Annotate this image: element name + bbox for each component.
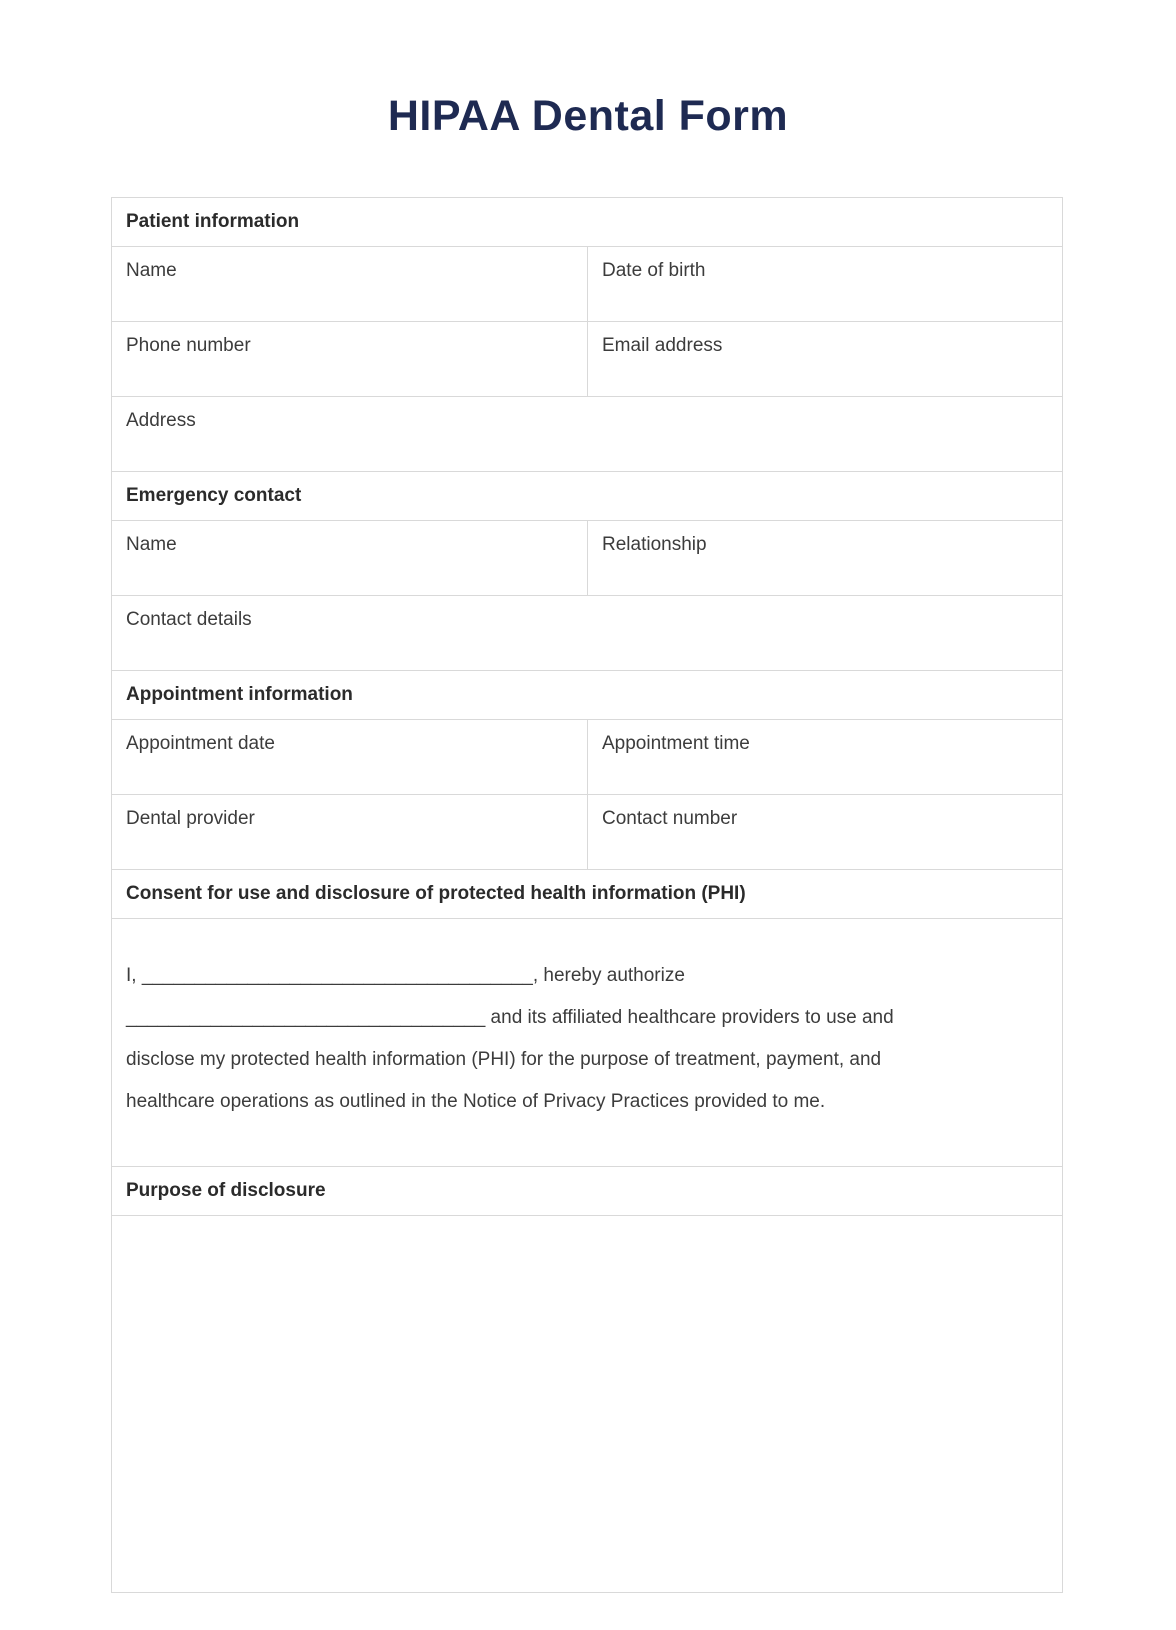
- row-phone-email: [112, 322, 1062, 397]
- field-cell-name[interactable]: [112, 247, 587, 321]
- consent-line2-suffix: and its affiliated healthcare providers to use and: [485, 1007, 894, 1028]
- field-label-date-of-birth: Date of birth: [602, 260, 706, 281]
- field-cell-contact-details[interactable]: [112, 596, 1062, 670]
- hipaa-form-table: [111, 197, 1063, 1593]
- field-label-appointment-time: Appointment time: [602, 733, 750, 754]
- field-label-emergency-name: Name: [126, 534, 177, 555]
- section-header-label: Patient information: [126, 211, 300, 232]
- field-label-contact-number: Contact number: [602, 808, 738, 829]
- consent-line1-prefix: I,: [126, 965, 142, 986]
- field-label-name: Name: [126, 260, 177, 281]
- field-label-phone-number: Phone number: [126, 335, 251, 356]
- page-title: HIPAA Dental Form: [387, 92, 789, 140]
- field-cell-email-address[interactable]: [587, 322, 1062, 396]
- section-header-consent-phi: [112, 870, 1062, 919]
- field-label-address: Address: [126, 410, 196, 431]
- consent-line1-suffix: , hereby authorize: [532, 965, 685, 986]
- consent-line-2: [126, 997, 1048, 1039]
- field-cell-contact-number[interactable]: [587, 795, 1062, 869]
- section-header-emergency-contact: [112, 472, 1062, 521]
- consent-line-4: healthcare operations as outlined in the Notice of Privacy Practices provided to me.: [126, 1091, 826, 1112]
- section-header-label: Consent for use and disclosure of protected health information (PHI): [126, 883, 746, 904]
- field-cell-appointment-time[interactable]: [587, 720, 1062, 794]
- field-cell-emergency-name[interactable]: [112, 521, 587, 595]
- field-cell-relationship[interactable]: [587, 521, 1062, 595]
- row-provider-contact: [112, 795, 1062, 870]
- row-appointment-date-time: [112, 720, 1062, 795]
- section-header-appointment-information: [112, 671, 1062, 720]
- field-label-dental-provider: Dental provider: [126, 808, 255, 829]
- row-address: [112, 397, 1062, 472]
- section-header-label: Emergency contact: [126, 485, 302, 506]
- field-label-relationship: Relationship: [602, 534, 707, 555]
- field-cell-date-of-birth[interactable]: [587, 247, 1062, 321]
- field-label-contact-details: Contact details: [126, 609, 252, 630]
- section-header-label: Purpose of disclosure: [126, 1180, 326, 1201]
- consent-provider-blank[interactable]: __________________________________: [126, 1007, 486, 1028]
- consent-paragraph: [112, 919, 1062, 1167]
- section-header-purpose-of-disclosure: [112, 1167, 1062, 1216]
- field-cell-address[interactable]: [112, 397, 1062, 471]
- row-emergency-name-relationship: [112, 521, 1062, 596]
- field-cell-appointment-date[interactable]: [112, 720, 587, 794]
- consent-name-blank[interactable]: _____________________________________: [141, 965, 533, 986]
- purpose-disclosure-area[interactable]: [112, 1216, 1062, 1592]
- section-header-patient-information: [112, 198, 1062, 247]
- field-cell-phone-number[interactable]: [112, 322, 587, 396]
- field-cell-dental-provider[interactable]: [112, 795, 587, 869]
- field-label-email-address: Email address: [602, 335, 723, 356]
- field-label-appointment-date: Appointment date: [126, 733, 275, 754]
- section-header-label: Appointment information: [126, 684, 353, 705]
- consent-line-1: [126, 955, 1048, 997]
- consent-line-3: disclose my protected health information (PHI) for the purpose of treatment, payment, and: [126, 1049, 882, 1070]
- row-name-dob: [112, 247, 1062, 322]
- row-contact-details: [112, 596, 1062, 671]
